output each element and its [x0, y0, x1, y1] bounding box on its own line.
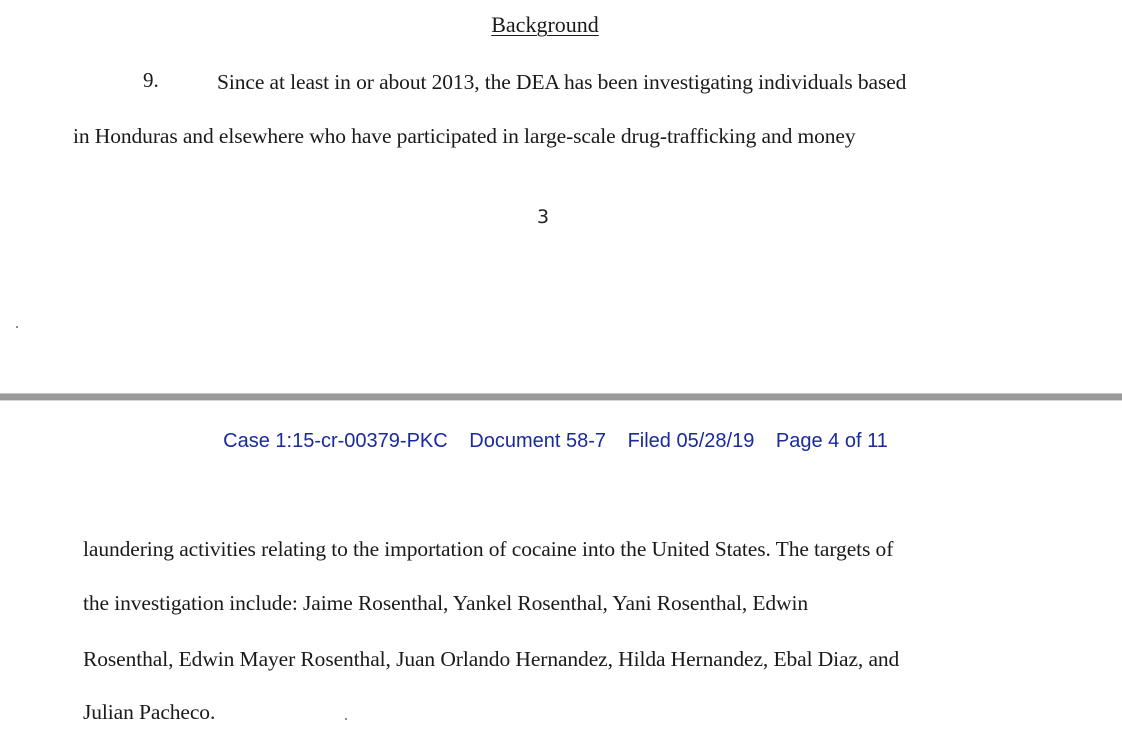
- scan-speck: [16, 326, 18, 328]
- filed-date: Filed 05/28/19: [627, 430, 755, 452]
- text-line: Rosenthal, Edwin Mayer Rosenthal, Juan Orlando Hernandez, Hilda Hernandez, Ebal Diaz, and: [83, 647, 900, 671]
- scan-speck: [345, 718, 347, 720]
- paragraph-number: 9.: [143, 68, 159, 92]
- text-line: Julian Pacheco.: [83, 700, 216, 724]
- text-line: the investigation include: Jaime Rosenthal, Yankel Rosenthal, Yani Rosenthal, Edwin: [83, 591, 809, 615]
- case-number: Case 1:15-cr-00379-PKC: [223, 430, 448, 452]
- text-line: in Honduras and elsewhere who have participated in large-scale drug-trafficking and money: [73, 124, 856, 148]
- section-heading: Background: [491, 12, 599, 37]
- text-line: Since at least in or about 2013, the DEA has been investigating individuals based: [217, 70, 907, 94]
- text-line: laundering activities relating to the importation of cocaine into the United States. The targets of: [83, 537, 894, 561]
- page-number: 3: [536, 206, 550, 228]
- page-divider: [0, 393, 1122, 401]
- page-count: Page 4 of 11: [775, 430, 888, 452]
- document-number: Document 58-7: [469, 430, 607, 452]
- case-header: [0, 430, 1111, 453]
